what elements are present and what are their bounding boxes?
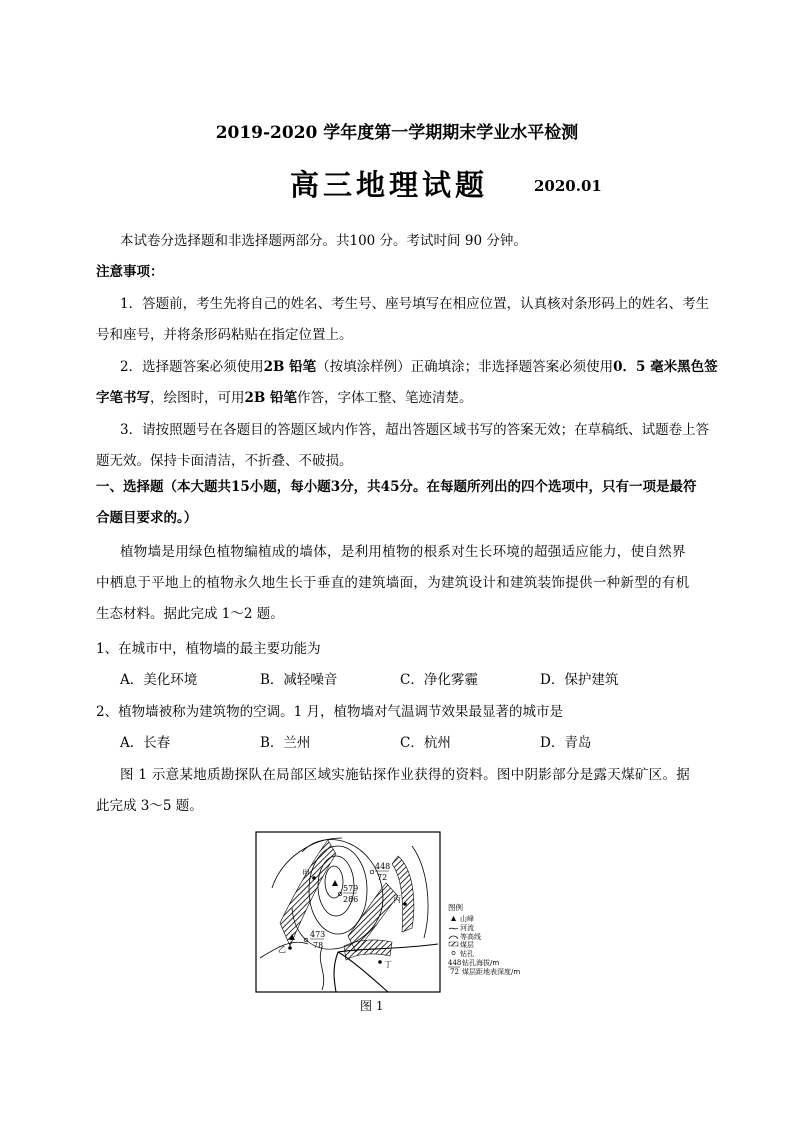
borehole-1 — [370, 870, 374, 874]
section-1-heading-2: 合题目要求的。） — [96, 510, 198, 526]
passage-2-line-1: 图 1 示意某地质勘探队在局部区域实施钻探作业获得的资料。图中阴影部分是露天煤矿区。据 — [120, 767, 691, 783]
legend-title: 图例 — [448, 903, 463, 912]
q1-option-a: A．美化环境 — [120, 672, 198, 688]
note-2-text-end: 作答，字体工整、笔迹清楚。 — [297, 390, 473, 406]
point-yi — [288, 946, 292, 950]
exam-title: 2019-2020 学年度第一学期期末学业水平检测 — [215, 123, 579, 143]
note-2-text-mid: （按填涂样例）正确填涂；非选择题答案必须使用 — [316, 359, 614, 375]
notes-heading: 注意事项： — [96, 264, 164, 280]
note-2-bold-pencil2: 2B 铅笔 — [244, 390, 298, 406]
borehole-2-depth: 286 — [343, 895, 359, 904]
q2-option-a: A．长春 — [120, 735, 171, 751]
figure-caption: 图 1 — [360, 999, 384, 1013]
legend-borehole: 钻孔 — [460, 950, 474, 958]
q2-option-c: C．杭州 — [400, 735, 451, 751]
legend-peak: 山峰 — [460, 915, 474, 923]
map-legend — [448, 902, 520, 976]
section-1-heading: 一、选择题（本大题共15小题，每小题3分，共45分。在每题所列出的四个选项中，只有一项是最符 — [96, 479, 697, 495]
note-2-bold-pen: 0．5 毫米黑色签 — [613, 359, 718, 375]
exam-date: 2020.01 — [534, 177, 602, 195]
legend-sample-elev: 448 — [448, 959, 462, 967]
contour-line-7 — [320, 948, 323, 990]
point-ding — [378, 960, 382, 964]
intro-text: 本试卷分选择题和非选择题两部分。共100 分。考试时间 90 分钟。 — [120, 233, 527, 249]
note-1-line-2: 号和座号，并将条形码粘贴在指定位置上。 — [96, 327, 353, 343]
label-jia: 甲 — [302, 869, 310, 878]
note-2-text-mid2: ，绘图时，可用 — [150, 390, 245, 406]
legend-river: 河流 — [460, 924, 474, 932]
legend-contour: 等高线 — [460, 933, 481, 941]
passage-2-line-2: 此完成 3～5 题。 — [96, 798, 203, 814]
note-2-bold-pencil: 2B 铅笔 — [263, 359, 317, 375]
passage-1-line-3: 生态材料。据此完成 1～2 题。 — [96, 606, 284, 622]
borehole-1-elev: 448 — [375, 862, 391, 871]
label-ding: 丁 — [384, 960, 392, 969]
contour-line-8 — [412, 846, 428, 938]
legend-sample-depth: 72 — [450, 968, 459, 976]
legend-coal: 煤层 — [460, 941, 474, 949]
point-bing — [403, 902, 407, 906]
label-yi: 乙 — [278, 945, 286, 954]
legend-peak-icon — [451, 916, 456, 921]
subject-title: 高三地理试题 — [290, 168, 489, 202]
geology-map-figure — [252, 828, 552, 998]
note-3-line-2: 题无效。保持卡面清洁，不折叠、不破损。 — [96, 453, 353, 469]
q1-option-c: C．净化雾霾 — [400, 672, 478, 688]
contour-line-3 — [309, 846, 367, 934]
question-1-stem: 1、在城市中，植物墙的最主要功能为 — [96, 641, 321, 657]
q2-option-d: D．青岛 — [540, 735, 592, 751]
question-2-stem: 2、植物墙被称为建筑物的空调。1 月，植物墙对气温调节效果最显著的城市是 — [96, 704, 563, 720]
note-2-text: 2．选择题答案必须使用 — [120, 359, 264, 375]
borehole-2-elev: 579 — [343, 884, 359, 893]
legend-contour-icon — [449, 936, 458, 939]
borehole-3-depth: 78 — [313, 941, 324, 950]
label-bing: 丙 — [393, 895, 401, 904]
note-2-line-2 — [96, 388, 473, 408]
q1-option-b: B．减轻噪音 — [260, 672, 338, 688]
passage-1-line-1: 植物墙是用绿色植物编植成的墙体，是利用植物的根系对生长环境的超强适应能力，使自然界 — [120, 544, 686, 560]
point-jia — [312, 876, 316, 880]
note-2-line-1 — [120, 357, 718, 377]
borehole-1-depth: 72 — [377, 873, 388, 882]
legend-river-icon — [449, 928, 458, 929]
river-south — [334, 952, 338, 992]
passage-1-line-2: 中栖息于平地上的植物永久地生长于垂直的建筑墙面，为建筑设计和建筑装饰提供一种新型的有机 — [96, 575, 690, 591]
legend-elev: 钻孔海拔/m — [462, 959, 500, 967]
borehole-3-elev: 473 — [310, 930, 326, 939]
q1-option-d: D．保护建筑 — [540, 672, 619, 688]
note-3-line-1: 3．请按照题号在各题目的答题区域内作答，超出答题区域书写的答案无效；在草稿纸、试题卷上答 — [120, 422, 710, 438]
note-1-line-1: 1．答题前，考生先将自己的姓名、考生号、座号填写在相应位置，认真核对条形码上的姓名、考生 — [120, 296, 710, 312]
peak-marker — [332, 880, 338, 886]
legend-borehole-icon — [452, 951, 455, 954]
legend-coal-icon — [449, 942, 458, 946]
legend-depth: 煤层距地表深度/m — [462, 968, 521, 976]
note-2-bold-write: 字笔书写 — [96, 390, 150, 406]
q2-option-b: B．兰州 — [260, 735, 311, 751]
